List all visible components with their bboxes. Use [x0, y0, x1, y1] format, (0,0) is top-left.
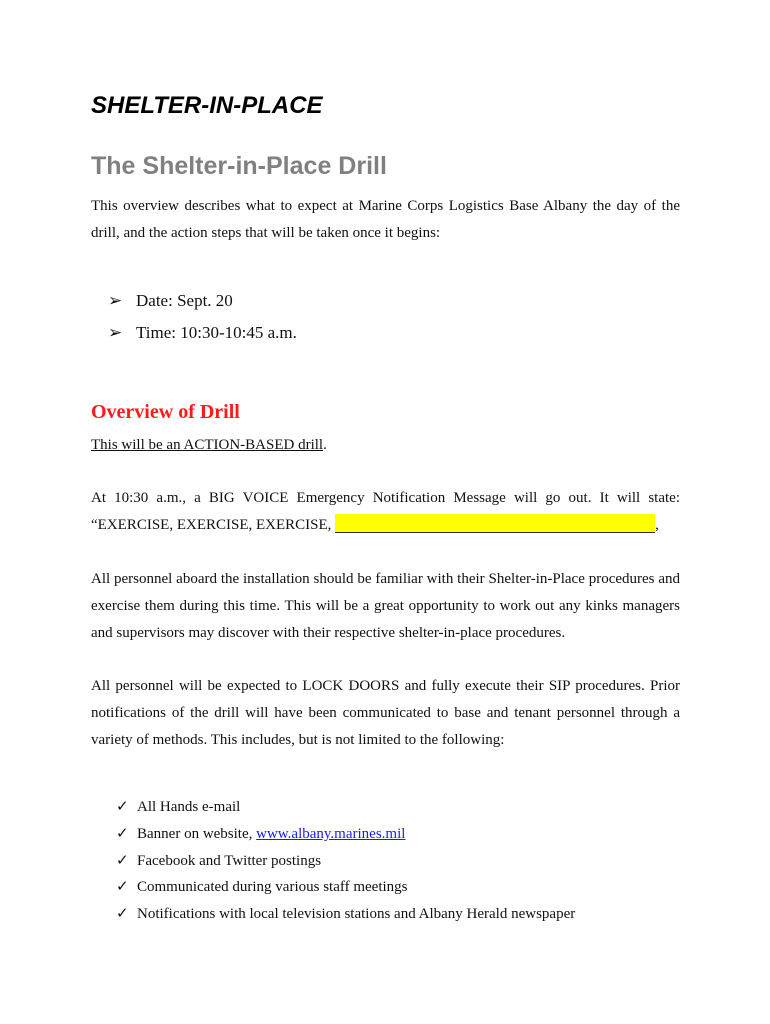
list-item — [108, 285, 297, 317]
method-text: All Hands e-mail — [137, 799, 241, 815]
section-title: The Shelter-in-Place Drill — [91, 152, 387, 180]
arrow-bullet-icon: ➢ — [108, 291, 123, 310]
action-line-text: This will be an ACTION-BASED drill — [91, 437, 324, 453]
arrow-bullet-icon: ➢ — [108, 323, 123, 342]
intro-paragraph: This overview describes what to expect at Marine Corps Logistics Base Albany the day of the drill, and the action steps that will be taken once it begins: — [91, 198, 680, 241]
website-link[interactable]: www.albany.marines.mil — [256, 825, 406, 842]
date-text: Date: Sept. 20 — [136, 291, 233, 310]
list-item — [116, 874, 575, 901]
time-text: Time: 10:30-10:45 a.m. — [136, 323, 297, 342]
list-item — [116, 901, 575, 928]
comma: , — [655, 517, 659, 533]
checkmark-icon: ✓ — [116, 825, 129, 842]
document-title: SHELTER-IN-PLACE — [91, 92, 323, 119]
notification-methods-list — [116, 794, 575, 928]
list-item — [116, 848, 575, 875]
procedures-paragraph: All personnel will be expected to LOCK DOORS and fully execute their SIP procedures. Prior notifications of the drill will have been communicated to base and tenant personnel through a variety of methods. This includes, but is not limited to the following: — [91, 678, 680, 748]
message-paragraph — [91, 485, 680, 539]
list-item — [116, 794, 575, 821]
list-item — [116, 821, 575, 848]
drill-details-list — [108, 285, 297, 349]
checkmark-icon: ✓ — [116, 852, 129, 869]
action-line — [91, 432, 680, 459]
list-item — [108, 317, 297, 349]
checkmark-icon: ✓ — [116, 879, 129, 896]
familiarity-paragraph: All personnel aboard the installation should be familiar with their Shelter-in-Place procedures and exercise them during this time. This will be a great opportunity to work out any kinks managers and supervisors may discover with their respective shelter-in-place procedures. — [91, 571, 680, 641]
period: . — [323, 437, 327, 453]
highlighted-blank — [335, 514, 655, 533]
method-text: Communicated during various staff meetings — [137, 879, 408, 896]
overview-heading: Overview of Drill — [91, 401, 240, 423]
checkmark-icon: ✓ — [116, 906, 129, 923]
method-text: Notifications with local television stations and Albany Herald newspaper — [137, 906, 576, 923]
message-text: At 10:30 a.m., a BIG VOICE Emergency Notification Message will go out. It will state: “EXERCISE, EXERCISE, EXERCISE, — [91, 490, 680, 533]
method-text: Facebook and Twitter postings — [137, 852, 322, 869]
checkmark-icon: ✓ — [116, 799, 129, 815]
method-text: Banner on website, — [137, 825, 257, 842]
